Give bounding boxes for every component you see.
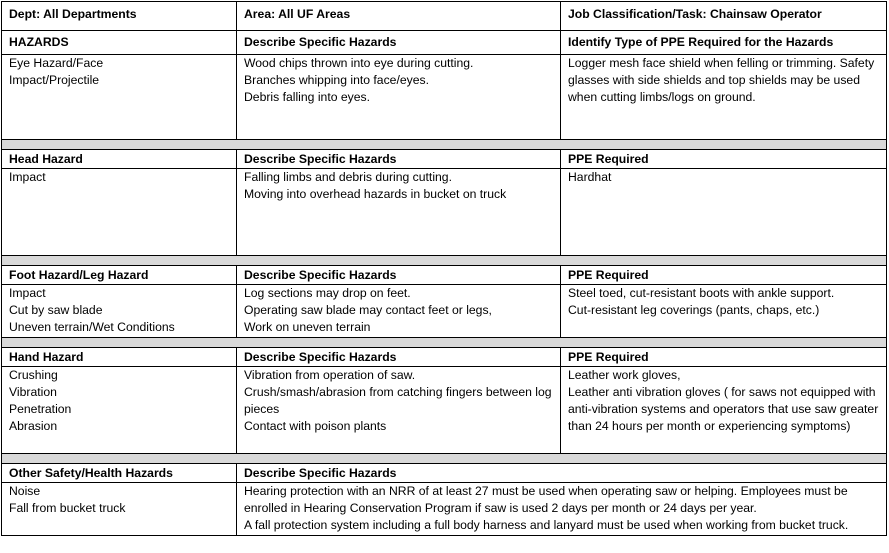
hazards-heading: HAZARDS [2, 31, 237, 55]
hazard-description-line: Wood chips thrown into eye during cutting. [244, 56, 474, 70]
hand-hazard-description [237, 367, 561, 454]
ppe-text: Leather anti vibration gloves ( for saws not equipped with anti-vibration systems and operators that use saw greater than 24 hours per month or experiencing symptoms) [568, 385, 879, 433]
section-separator [2, 338, 887, 348]
hazard-description-line: Moving into overhead hazards in bucket on truck [244, 187, 507, 201]
hazard-item: Fall from bucket truck [9, 501, 126, 515]
describe-hazards-heading: Describe Specific Hazards [237, 150, 561, 169]
ppe-text: Leather work gloves, [568, 368, 681, 382]
hazard-item: Penetration [9, 402, 72, 416]
other-hazard-header-row [2, 464, 887, 483]
section-separator [2, 140, 887, 150]
hazard-item: Noise [9, 484, 41, 498]
foot-hazard-row [2, 285, 887, 338]
eye-ppe-cell [561, 55, 887, 140]
eye-hazard-row [2, 55, 887, 140]
hand-hazard-row [2, 367, 887, 454]
foot-hazard-items [2, 285, 237, 338]
hazard-description-line: Operating saw blade may contact feet or legs, [244, 303, 492, 317]
head-hazard-description [237, 169, 561, 256]
hazard-description-line: Branches whipping into face/eyes. [244, 73, 429, 87]
ppe-text: Hardhat [568, 170, 612, 184]
ppe-hazard-assessment-table [1, 1, 887, 536]
other-hazard-description [237, 483, 887, 536]
head-hazard-items [2, 169, 237, 256]
hand-hazard-items [2, 367, 237, 454]
eye-hazard-description [237, 55, 561, 140]
head-hazard-title: Head Hazard [2, 150, 237, 169]
foot-hazard-header-row [2, 266, 887, 285]
foot-hazard-description [237, 285, 561, 338]
ppe-required-heading: PPE Required [561, 348, 887, 367]
describe-hazards-heading: Describe Specific Hazards [237, 31, 561, 55]
hand-hazard-header-row [2, 348, 887, 367]
hazard-item: Abrasion [9, 419, 58, 433]
eye-hazard-cell [2, 55, 237, 140]
ppe-text: Cut-resistant leg coverings (pants, chaps, etc.) [568, 303, 820, 317]
foot-ppe-cell [561, 285, 887, 338]
section-separator [2, 454, 887, 464]
other-hazard-items [2, 483, 237, 536]
ppe-text: Steel toed, cut-resistant boots with ankle support. [568, 286, 835, 300]
hazard-description-line: Falling limbs and debris during cutting. [244, 170, 452, 184]
hazard-description-line: Debris falling into eyes. [244, 90, 370, 104]
hazard-item: Vibration [9, 385, 57, 399]
hazard-description-line: Contact with poison plants [244, 419, 387, 433]
hand-hazard-title: Hand Hazard [2, 348, 237, 367]
hazard-description-line: A fall protection system including a full body harness and lanyard must be used when working from bucket truck. [244, 518, 849, 532]
job-classification-cell: Job Classification/Task: Chainsaw Operator [561, 2, 887, 31]
hazard-description-line: Vibration from operation of saw. [244, 368, 416, 382]
column-header-row [2, 31, 887, 55]
area-cell: Area: All UF Areas [237, 2, 561, 31]
hazard-description-line: Hearing protection with an NRR of at least 27 must be used when operating saw or helping. Employees must be enrolled in Hearing Conservation Program if saw is used 2 days per month or 24 days per year. [244, 484, 848, 515]
section-separator [2, 256, 887, 266]
hazard-description-line: Work on uneven terrain [244, 320, 371, 334]
hazard-description-line: Crush/smash/abrasion from catching fingers between log pieces [244, 385, 552, 416]
hazard-description-line: Log sections may drop on feet. [244, 286, 411, 300]
hazard-item: Crushing [9, 368, 58, 382]
head-ppe-cell [561, 169, 887, 256]
ppe-required-heading: PPE Required [561, 150, 887, 169]
describe-hazards-heading: Describe Specific Hazards [237, 266, 561, 285]
hazard-item: Uneven terrain/Wet Conditions [9, 320, 175, 334]
other-hazard-row [2, 483, 887, 536]
describe-hazards-heading: Describe Specific Hazards [237, 348, 561, 367]
other-hazard-title: Other Safety/Health Hazards [2, 464, 237, 483]
hazard-item: Impact/Projectile [9, 73, 100, 87]
hazard-item: Impact [9, 170, 46, 184]
describe-hazards-heading: Describe Specific Hazards [237, 464, 887, 483]
ppe-text: Logger mesh face shield when felling or trimming. Safety glasses with side shields and top shields may be used when cutting limbs/logs on ground. [568, 56, 875, 104]
identify-ppe-heading: Identify Type of PPE Required for the Hazards [561, 31, 887, 55]
foot-hazard-title: Foot Hazard/Leg Hazard [2, 266, 237, 285]
hand-ppe-cell [561, 367, 887, 454]
hazard-item: Cut by saw blade [9, 303, 103, 317]
dept-cell: Dept: All Departments [2, 2, 237, 31]
hazard-item: Impact [9, 286, 46, 300]
head-hazard-header-row [2, 150, 887, 169]
head-hazard-row [2, 169, 887, 256]
header-row [2, 2, 887, 31]
ppe-required-heading: PPE Required [561, 266, 887, 285]
section-title: Eye Hazard/Face [9, 56, 104, 70]
